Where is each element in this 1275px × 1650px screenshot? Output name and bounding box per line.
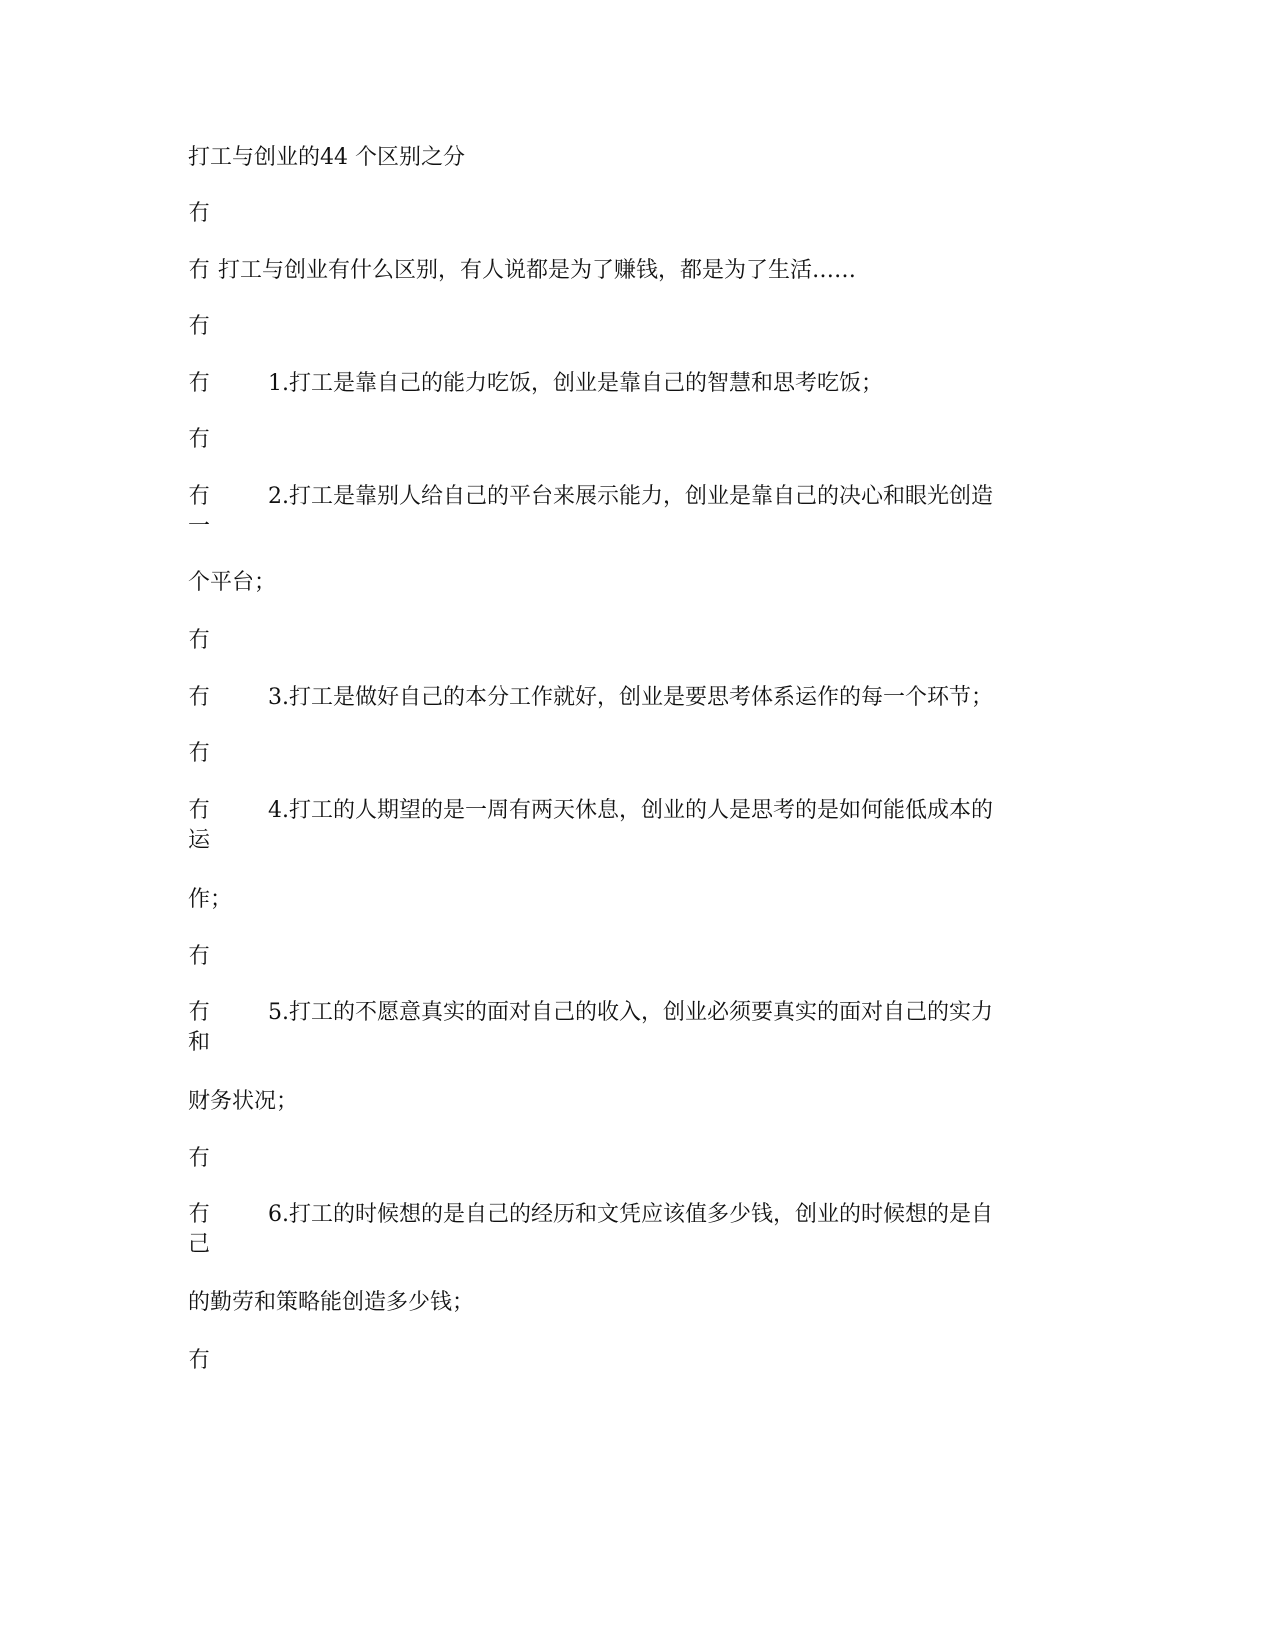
document-title: 打工与创业的44 个区别之分 (188, 145, 465, 170)
marker-line: 冇 (188, 1146, 211, 1171)
item-marker-stack (188, 998, 212, 1058)
overflow-char: 和 (188, 1030, 211, 1055)
item-marker: 冇 (188, 1000, 211, 1025)
list-item-1: 1.打工是靠自己的能力吃饭，创业是靠自己的智慧和思考吃饭； (268, 371, 883, 396)
marker-line: 冇 (188, 628, 211, 653)
marker-line: 冇 (188, 427, 211, 452)
marker-line: 冇 (188, 944, 211, 969)
marker-line: 冇 (188, 741, 211, 766)
marker-line: 冇 (188, 258, 211, 283)
list-item-5-continuation: 财务状况； (188, 1089, 299, 1114)
item-marker-stack (188, 1200, 212, 1260)
list-item-6: 6.打工的时候想的是自己的经历和文凭应该值多少钱，创业的时候想的是自 (268, 1202, 993, 1227)
item-marker: 冇 (188, 685, 211, 710)
item-marker: 冇 (188, 484, 211, 509)
item-marker: 冇 (188, 798, 211, 823)
overflow-char: 一 (188, 514, 211, 539)
list-item-3: 3.打工是做好自己的本分工作就好，创业是要思考体系运作的每一个环节； (268, 685, 993, 710)
overflow-char: 运 (188, 828, 211, 853)
intro-paragraph: 打工与创业有什么区别，有人说都是为了赚钱，都是为了生活…… (218, 258, 857, 283)
list-item-2-continuation: 个平台； (188, 570, 277, 595)
list-item-4: 4.打工的人期望的是一周有两天休息，创业的人是思考的是如何能低成本的 (268, 798, 993, 823)
item-marker: 冇 (188, 1202, 211, 1227)
marker-line: 冇 (188, 201, 211, 226)
item-marker-stack (188, 796, 212, 856)
list-item-2: 2.打工是靠别人给自己的平台来展示能力，创业是靠自己的决心和眼光创造 (268, 484, 993, 509)
marker-line: 冇 (188, 314, 211, 339)
item-marker: 冇 (188, 371, 211, 396)
marker-line: 冇 (188, 1348, 211, 1373)
list-item-4-continuation: 作； (188, 887, 233, 912)
item-marker-stack (188, 482, 212, 542)
list-item-6-continuation: 的勤劳和策略能创造多少钱； (188, 1290, 475, 1315)
list-item-5: 5.打工的不愿意真实的面对自己的收入，创业必须要真实的面对自己的实力 (268, 1000, 993, 1025)
overflow-char: 己 (188, 1232, 211, 1257)
